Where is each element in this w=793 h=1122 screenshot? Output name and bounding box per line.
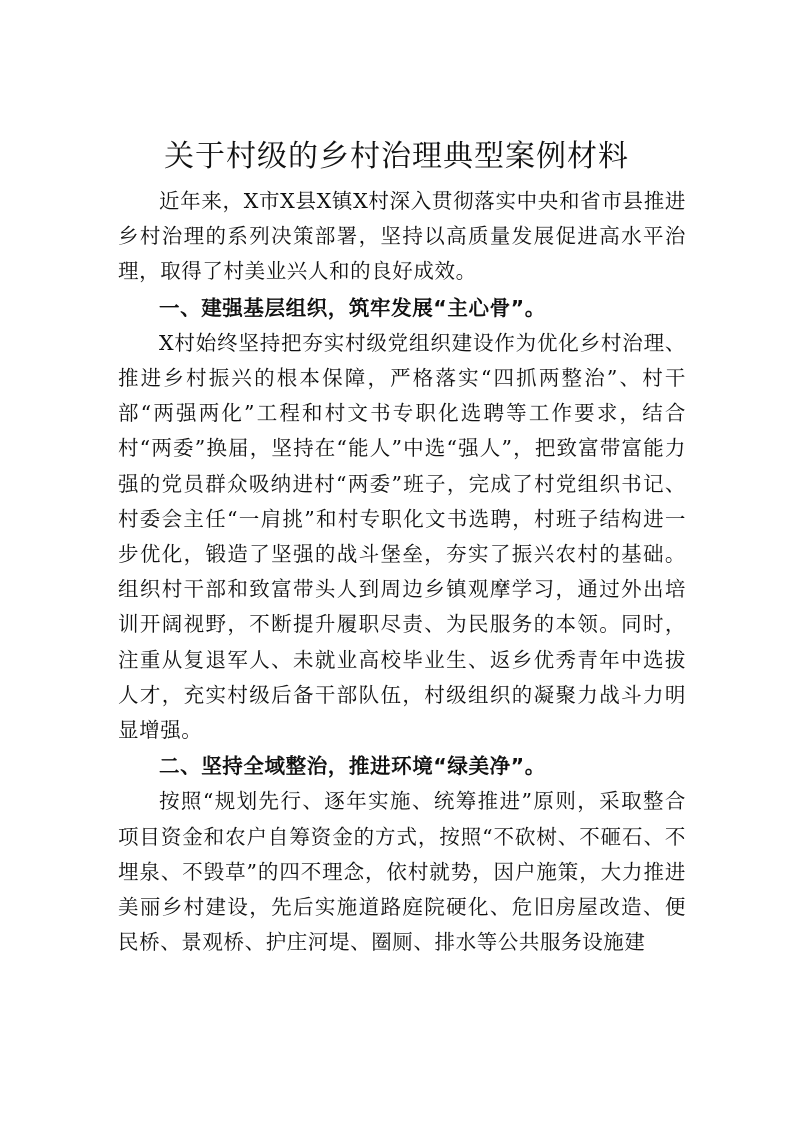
section-2-paragraph: 按照“规划先行、逐年实施、统筹推进”原则，采取整合项目资金和农户自筹资金的方式，按照“不砍树、不砸石、不埋泉、不毁草”的四不理念，依村就势，因户施策，大力推进美丽乡村建设，先后实施道路庭院硬化、危旧房屋改造、便民桥、景观桥、护庄河堤、圈厕、排水等公共服务设施建 [118,789,686,955]
document-title: 关于村级的乡村治理典型案例材料 [164,139,629,174]
section-2-heading: 二、坚持全域整治，推进环境“绿美净”。 [159,754,546,779]
section-1-paragraph: X村始终坚持把夯实村级党组织建设作为优化乡村治理、推进乡村振兴的根本保障，严格落实“四抓两整治”、村干部“两强两化”工程和村文书专职化选聘等工作要求，结合村“两委”换届，坚持在“能人”中选“强人”，把致富带富能力强的党员群众吸纳进村“两委”班子，完成了村党组织书记、村委会主任“一肩挑”和村专职化文书选聘，村班子结构进一步优化，锻造了坚强的战斗堡垒，夯实了振兴农村的基础。组织村干部和致富带头人到周边乡镇观摩学习，通过外出培训开阔视野，不断提升履职尽责、为民服务的本领。同时，注重从复退军人、未就业高校毕业生、返乡优秀青年中选拔人才，充实村级后备干部队伍，村级组织的凝聚力战斗力明显增强。 [118,330,686,743]
intro-paragraph: 近年来，X市X县X镇X村深入贯彻落实中央和省市县推进乡村治理的系列决策部署，坚持以高质量发展促进高水平治理，取得了村美业兴人和的良好成效。 [118,189,686,284]
section-1-heading: 一、建强基层组织，筑牢发展“主心骨”。 [159,295,546,320]
document-body [118,184,686,960]
